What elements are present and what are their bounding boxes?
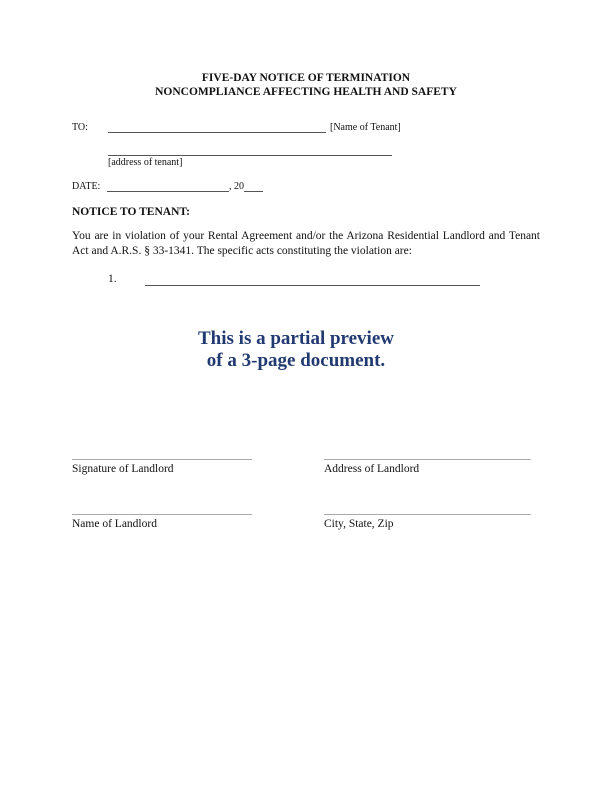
document-title: FIVE-DAY NOTICE OF TERMINATION bbox=[201, 72, 411, 84]
notice-heading: NOTICE TO TENANT: bbox=[72, 206, 191, 218]
tenant-address-blank[interactable] bbox=[108, 155, 392, 156]
partial-preview-notice bbox=[0, 328, 592, 372]
signature-line[interactable] bbox=[72, 459, 252, 460]
document-subtitle: NONCOMPLIANCE AFFECTING HEALTH AND SAFETY bbox=[155, 86, 457, 98]
city-state-zip-label: City, State, Zip bbox=[324, 518, 394, 530]
year-blank[interactable] bbox=[244, 191, 263, 192]
violation-item-blank[interactable] bbox=[145, 285, 480, 286]
notice-paragraph: You are in violation of your Rental Agreement and/or the Arizona Residential Landlord and Tenant Act and A.R.S. § 33-1341. The specific acts constituting the violation are: bbox=[72, 230, 540, 257]
tenant-name-hint: [Name of Tenant] bbox=[330, 122, 401, 133]
date-year-prefix: , 20 bbox=[229, 181, 244, 192]
signature-of-landlord-label: Signature of Landlord bbox=[72, 463, 174, 475]
date-label: DATE: bbox=[72, 181, 101, 192]
tenant-name-blank[interactable] bbox=[108, 132, 326, 133]
violation-item-number: 1. bbox=[108, 273, 117, 285]
to-label: TO: bbox=[72, 122, 88, 133]
tenant-address-hint: [address of tenant] bbox=[108, 157, 183, 168]
preview-line-1: This is a partial preview bbox=[198, 328, 394, 349]
address-of-landlord-label: Address of Landlord bbox=[324, 463, 420, 475]
name-of-landlord-label: Name of Landlord bbox=[72, 518, 157, 530]
address-line[interactable] bbox=[324, 459, 531, 460]
date-blank[interactable] bbox=[107, 191, 229, 192]
preview-line-2: of a 3-page document. bbox=[206, 350, 386, 371]
city-state-zip-line[interactable] bbox=[324, 514, 531, 515]
name-line[interactable] bbox=[72, 514, 252, 515]
